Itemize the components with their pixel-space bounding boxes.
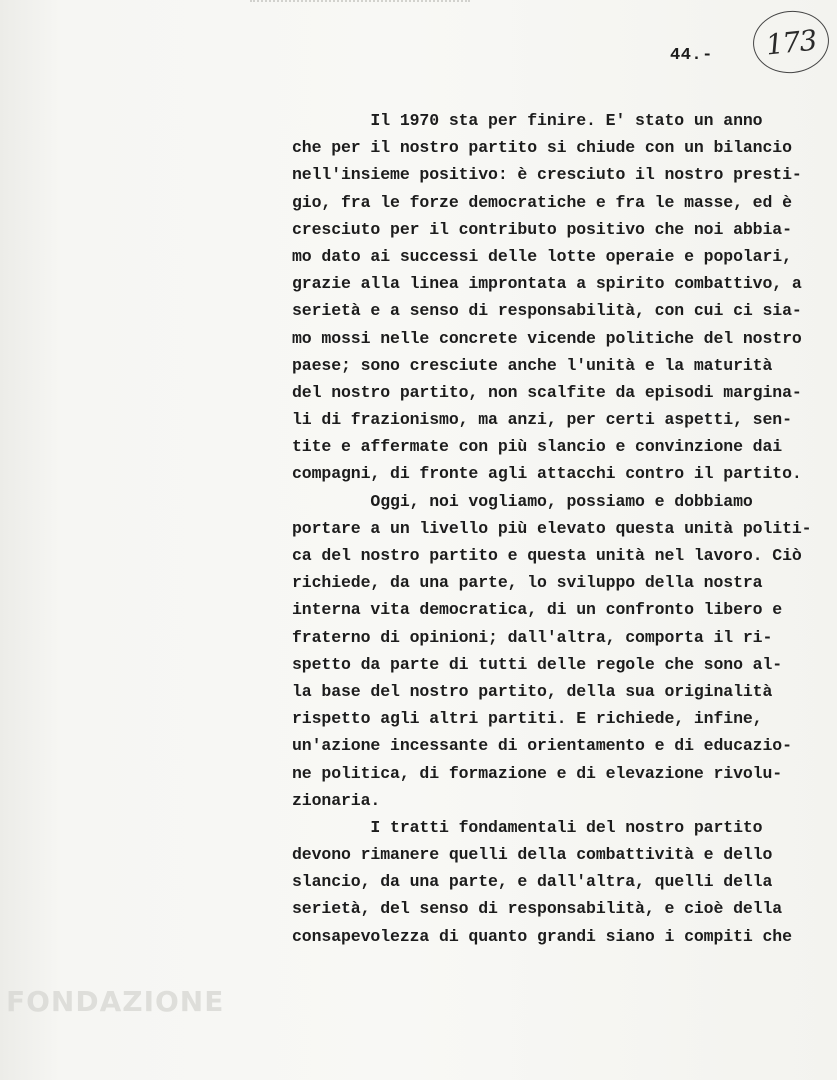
text-line: paese; sono cresciute anche l'unità e la maturità — [292, 355, 773, 375]
text-line: serietà, del senso di responsabilità, e cioè della — [292, 899, 783, 919]
page-number: 44.- — [670, 46, 713, 65]
text-line: portare a un livello più elevato questa unità politi- — [292, 518, 812, 538]
watermark: FONDAZIONE — [6, 985, 225, 1018]
text-line: spetto da parte di tutti delle regole che sono al- — [292, 654, 783, 674]
text-line: Oggi, noi vogliamo, possiamo e dobbiamo — [292, 491, 753, 511]
text-line: rispetto agli altri partiti. E richiede, infine, — [292, 709, 763, 729]
text-line: li di frazionismo, ma anzi, per certi aspetti, sen- — [292, 410, 792, 430]
text-line: mo mossi nelle concrete vicende politiche del nostro — [292, 328, 802, 348]
archive-stamp — [750, 7, 832, 77]
text-line: che per il nostro partito si chiude con un bilancio — [292, 138, 792, 158]
stamp-number: 173 — [764, 22, 818, 62]
text-line: Il 1970 sta per finire. E' stato un anno — [292, 111, 763, 130]
text-line: consapevolezza di quanto grandi siano i compiti che — [292, 926, 792, 946]
top-edge-marks — [250, 0, 470, 8]
text-line: la base del nostro partito, della sua originalità — [292, 681, 773, 701]
text-line: richiede, da una parte, lo sviluppo della nostra — [292, 573, 763, 593]
text-line: cresciuto per il contributo positivo che noi abbia- — [292, 219, 792, 239]
text-line: grazie alla linea improntata a spirito combattivo, a — [292, 274, 802, 294]
text-line: mo dato ai successi delle lotte operaie e popolari, — [292, 246, 792, 266]
typed-text-body — [292, 107, 822, 950]
text-line: ne politica, di formazione e di elevazione rivolu- — [292, 763, 783, 783]
text-line: serietà e a senso di responsabilità, con cui ci sia- — [292, 301, 802, 321]
text-line: interna vita democratica, di un confronto libero e — [292, 600, 783, 620]
text-line: devono rimanere quelli della combattività e dello — [292, 845, 773, 865]
text-line: ca del nostro partito e questa unità nel lavoro. Ciò — [292, 546, 802, 565]
text-line: slancio, da una parte, e dall'altra, quelli della — [292, 872, 773, 892]
text-line: nell'insieme positivo: è cresciuto il nostro presti- — [292, 165, 802, 185]
text-line: del nostro partito, non scalfite da episodi margina- — [292, 382, 802, 402]
text-line: fraterno di opinioni; dall'altra, comporta il ri- — [292, 627, 773, 647]
text-line: un'azione incessante di orientamento e di educazio- — [292, 736, 792, 756]
text-line: I tratti fondamentali del nostro partito — [292, 817, 763, 837]
text-line: tite e affermate con più slancio e convinzione dai — [292, 437, 783, 457]
text-line: compagni, di fronte agli attacchi contro il partito. — [292, 464, 802, 484]
text-line: zionaria. — [292, 790, 381, 810]
text-line: gio, fra le forze democratiche e fra le masse, ed è — [292, 192, 792, 212]
